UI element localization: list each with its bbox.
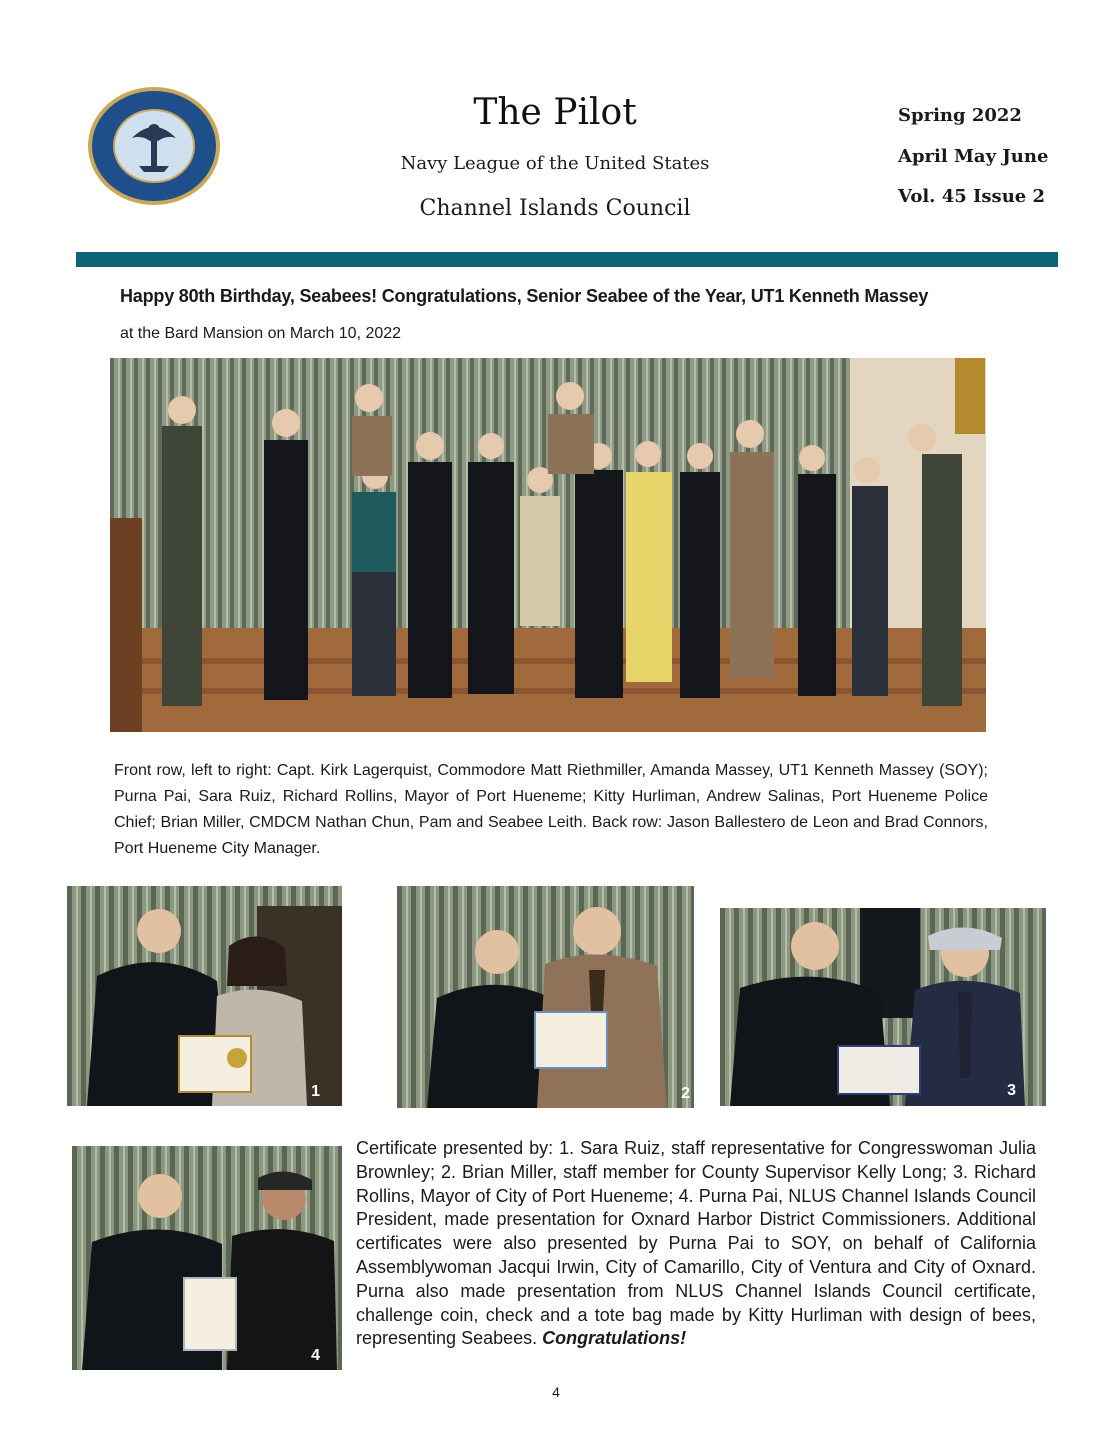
photo-number-1: 1 [311, 1083, 320, 1100]
header-divider [76, 252, 1058, 267]
article-subheading: at the Bard Mansion on March 10, 2022 [120, 325, 402, 342]
navy-league-seal [87, 86, 221, 206]
photo-number-3: 3 [1007, 1082, 1016, 1099]
certificate-photo-1 [67, 886, 342, 1106]
article-headline: Happy 80th Birthday, Seabees! Congratulations, Senior Seabee of the Year, UT1 Kenneth Massey [120, 286, 929, 306]
certificate-photo-2 [397, 886, 694, 1108]
newsletter-title: The Pilot [473, 92, 637, 133]
issue-volume: Vol. 45 Issue 2 [898, 186, 1046, 207]
group-photo-caption: Front row, left to right: Capt. Kirk Lagerquist, Commodore Matt Riethmiller, Amanda Massey, UT1 Kenneth Massey (SOY); Purna Pai, Sara Ruiz, Richard Rollins, Mayor of Port Hueneme; Kitty Hurliman, Andrew Salinas, Port Hueneme Police Chief; Brian Miller, CMDCM Nathan Chun, Pam and Seabee Leith. Back row: Jason Ballestero de Leon and Brad Connors, Port Hueneme City Manager. [114, 762, 988, 857]
article-body-text: Certificate presented by: 1. Sara Ruiz, staff representative for Congresswoman Julia Brownley; 2. Brian Miller, staff member for County Supervisor Kelly Long; 3. Richard Rollins, Mayor of City of Port Hueneme; 4. Purna Pai, NLUS Channel Islands Council President, made presentation for Oxnard Harbor District Commissioners. Additional certificates were also presented by Purna Pai to SOY, on behalf of California Assemblywoman Jacqui Irwin, City of Camarillo, City of Ventura and City of Oxnard. Purna also made presentation from NLUS Channel Islands Council certificate, challenge coin, check and a tote bag made by Kitty Hurliman with design of bees, representing Seabees. [356, 1138, 1036, 1349]
photo-number-2: 2 [681, 1085, 690, 1102]
issue-season: Spring 2022 [898, 105, 1022, 126]
certificate-photo-4 [72, 1146, 342, 1370]
group-photo [110, 358, 986, 732]
certificate-photo-3 [720, 908, 1046, 1106]
page-number: 4 [552, 1384, 560, 1400]
article-body [356, 1137, 1036, 1351]
council-name: Channel Islands Council [419, 196, 691, 221]
issue-months: April May June [898, 146, 1049, 167]
organization-name: Navy League of the United States [400, 153, 710, 174]
photo-number-4: 4 [311, 1347, 320, 1364]
closing-congratulations: Congratulations! [542, 1328, 687, 1349]
